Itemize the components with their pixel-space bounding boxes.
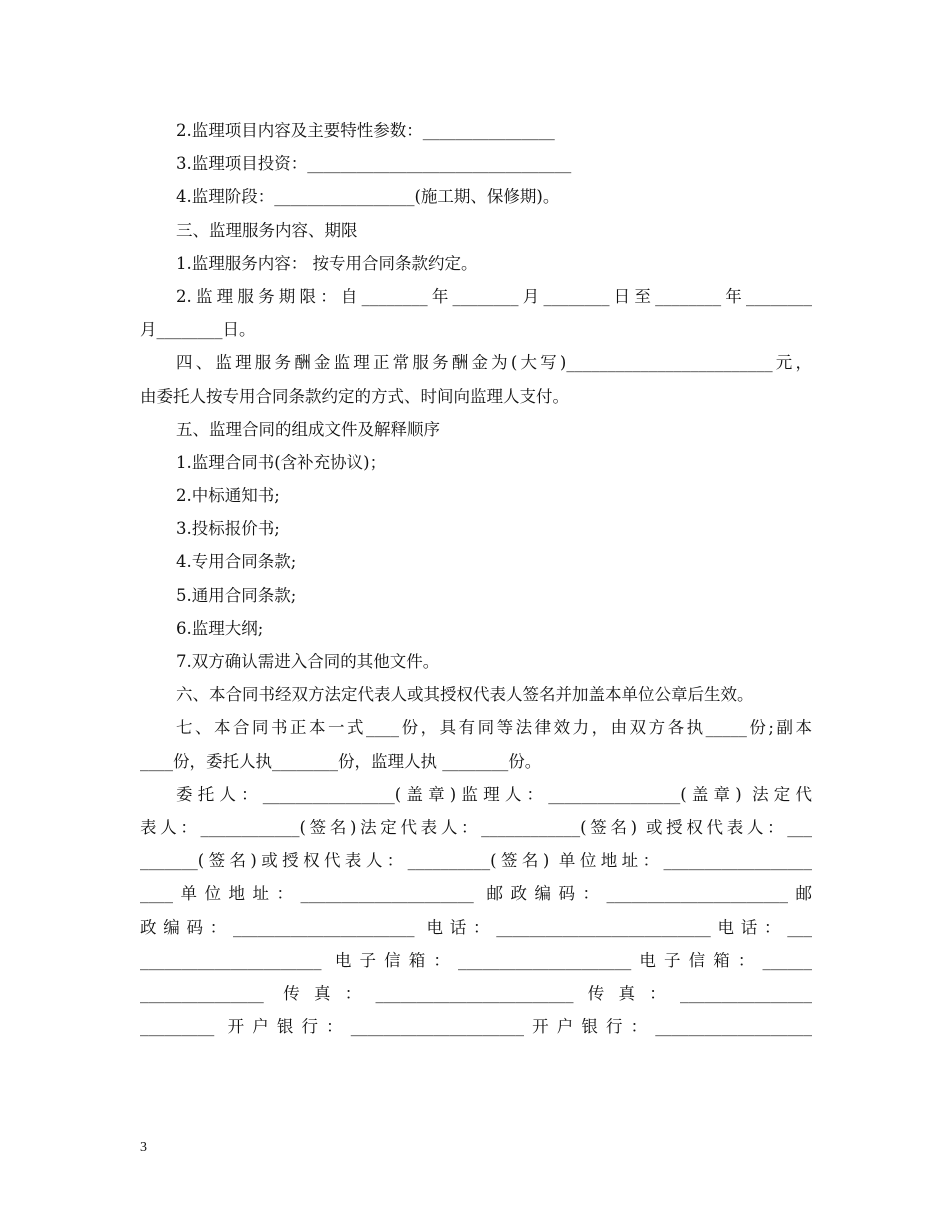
document-line: 七、本合同书正本一式____份，具有同等法律效力，由双方各执_____份;副本 — [176, 718, 812, 738]
document-line: 3.投标报价书; — [176, 519, 280, 539]
document-line: 4.专用合同条款; — [176, 552, 297, 572]
document-line: _______________ 传真：________________________传真：________________ — [140, 983, 812, 1003]
document-line: 由委托人按专用合同条款约定的方式、时间向监理人支付。 — [140, 386, 569, 406]
document-line: 7.双方确认需进入合同的其他文件。 — [176, 652, 440, 671]
document-line: 4.监理阶段：_________________(施工期、保修期)。 — [176, 187, 560, 207]
document-line: _________ 开户银行：_____________________开户银行：___________________ — [140, 1017, 812, 1037]
document-line: 5.通用合同条款; — [176, 585, 297, 605]
document-body — [140, 114, 812, 1043]
document-line: 月________日。 — [140, 320, 256, 340]
document-line: ______________________ 电子信箱：_____________________电子信箱：______ — [140, 950, 812, 970]
document-line: 五、监理合同的组成文件及解释顺序 — [176, 419, 440, 439]
document-line: ____单位地址：_____________________ 邮政编码：______________________邮 — [140, 884, 812, 904]
document-line: 政编码：______________________ 电话：__________________________电话：___ — [140, 917, 812, 937]
document-line: ____份，委托人执________份，监理人执 ________份。 — [140, 751, 542, 771]
document-line: 1.监理合同书(含补充协议)； — [176, 452, 387, 472]
document-line: 2.监理项目内容及主要特性参数：________________ — [176, 121, 555, 140]
document-line: 6.监理大纲; — [176, 618, 264, 638]
document-line: 委托人：________________(盖章)监理人：________________(盖章) 法定代 — [176, 784, 812, 804]
page-number: 3 — [140, 1140, 147, 1155]
document-line: 1.监理服务内容： 按专用合同条款约定。 — [176, 253, 478, 273]
document-line: 2.中标通知书; — [176, 486, 280, 506]
document-line: 2.监理服务期限：自________年________月________日至________年________ — [176, 286, 812, 306]
document-line: 三、监理服务内容、期限 — [176, 220, 358, 240]
document-line: _______(签名)或授权代表人：__________(签名) 单位地址：__________________ — [140, 851, 812, 871]
document-line: 四、监理服务酬金监理正常服务酬金为(大写)_________________________元， — [176, 353, 812, 373]
document-line: 3.监理项目投资：________________________________ — [176, 154, 572, 174]
document-line: 六、本合同书经双方法定代表人或其授权代表人签名并加盖本单位公章后生效。 — [176, 685, 754, 705]
document-line: 表人：____________(签名)法定代表人：____________(签名) 或授权代表人：___ — [140, 817, 812, 837]
